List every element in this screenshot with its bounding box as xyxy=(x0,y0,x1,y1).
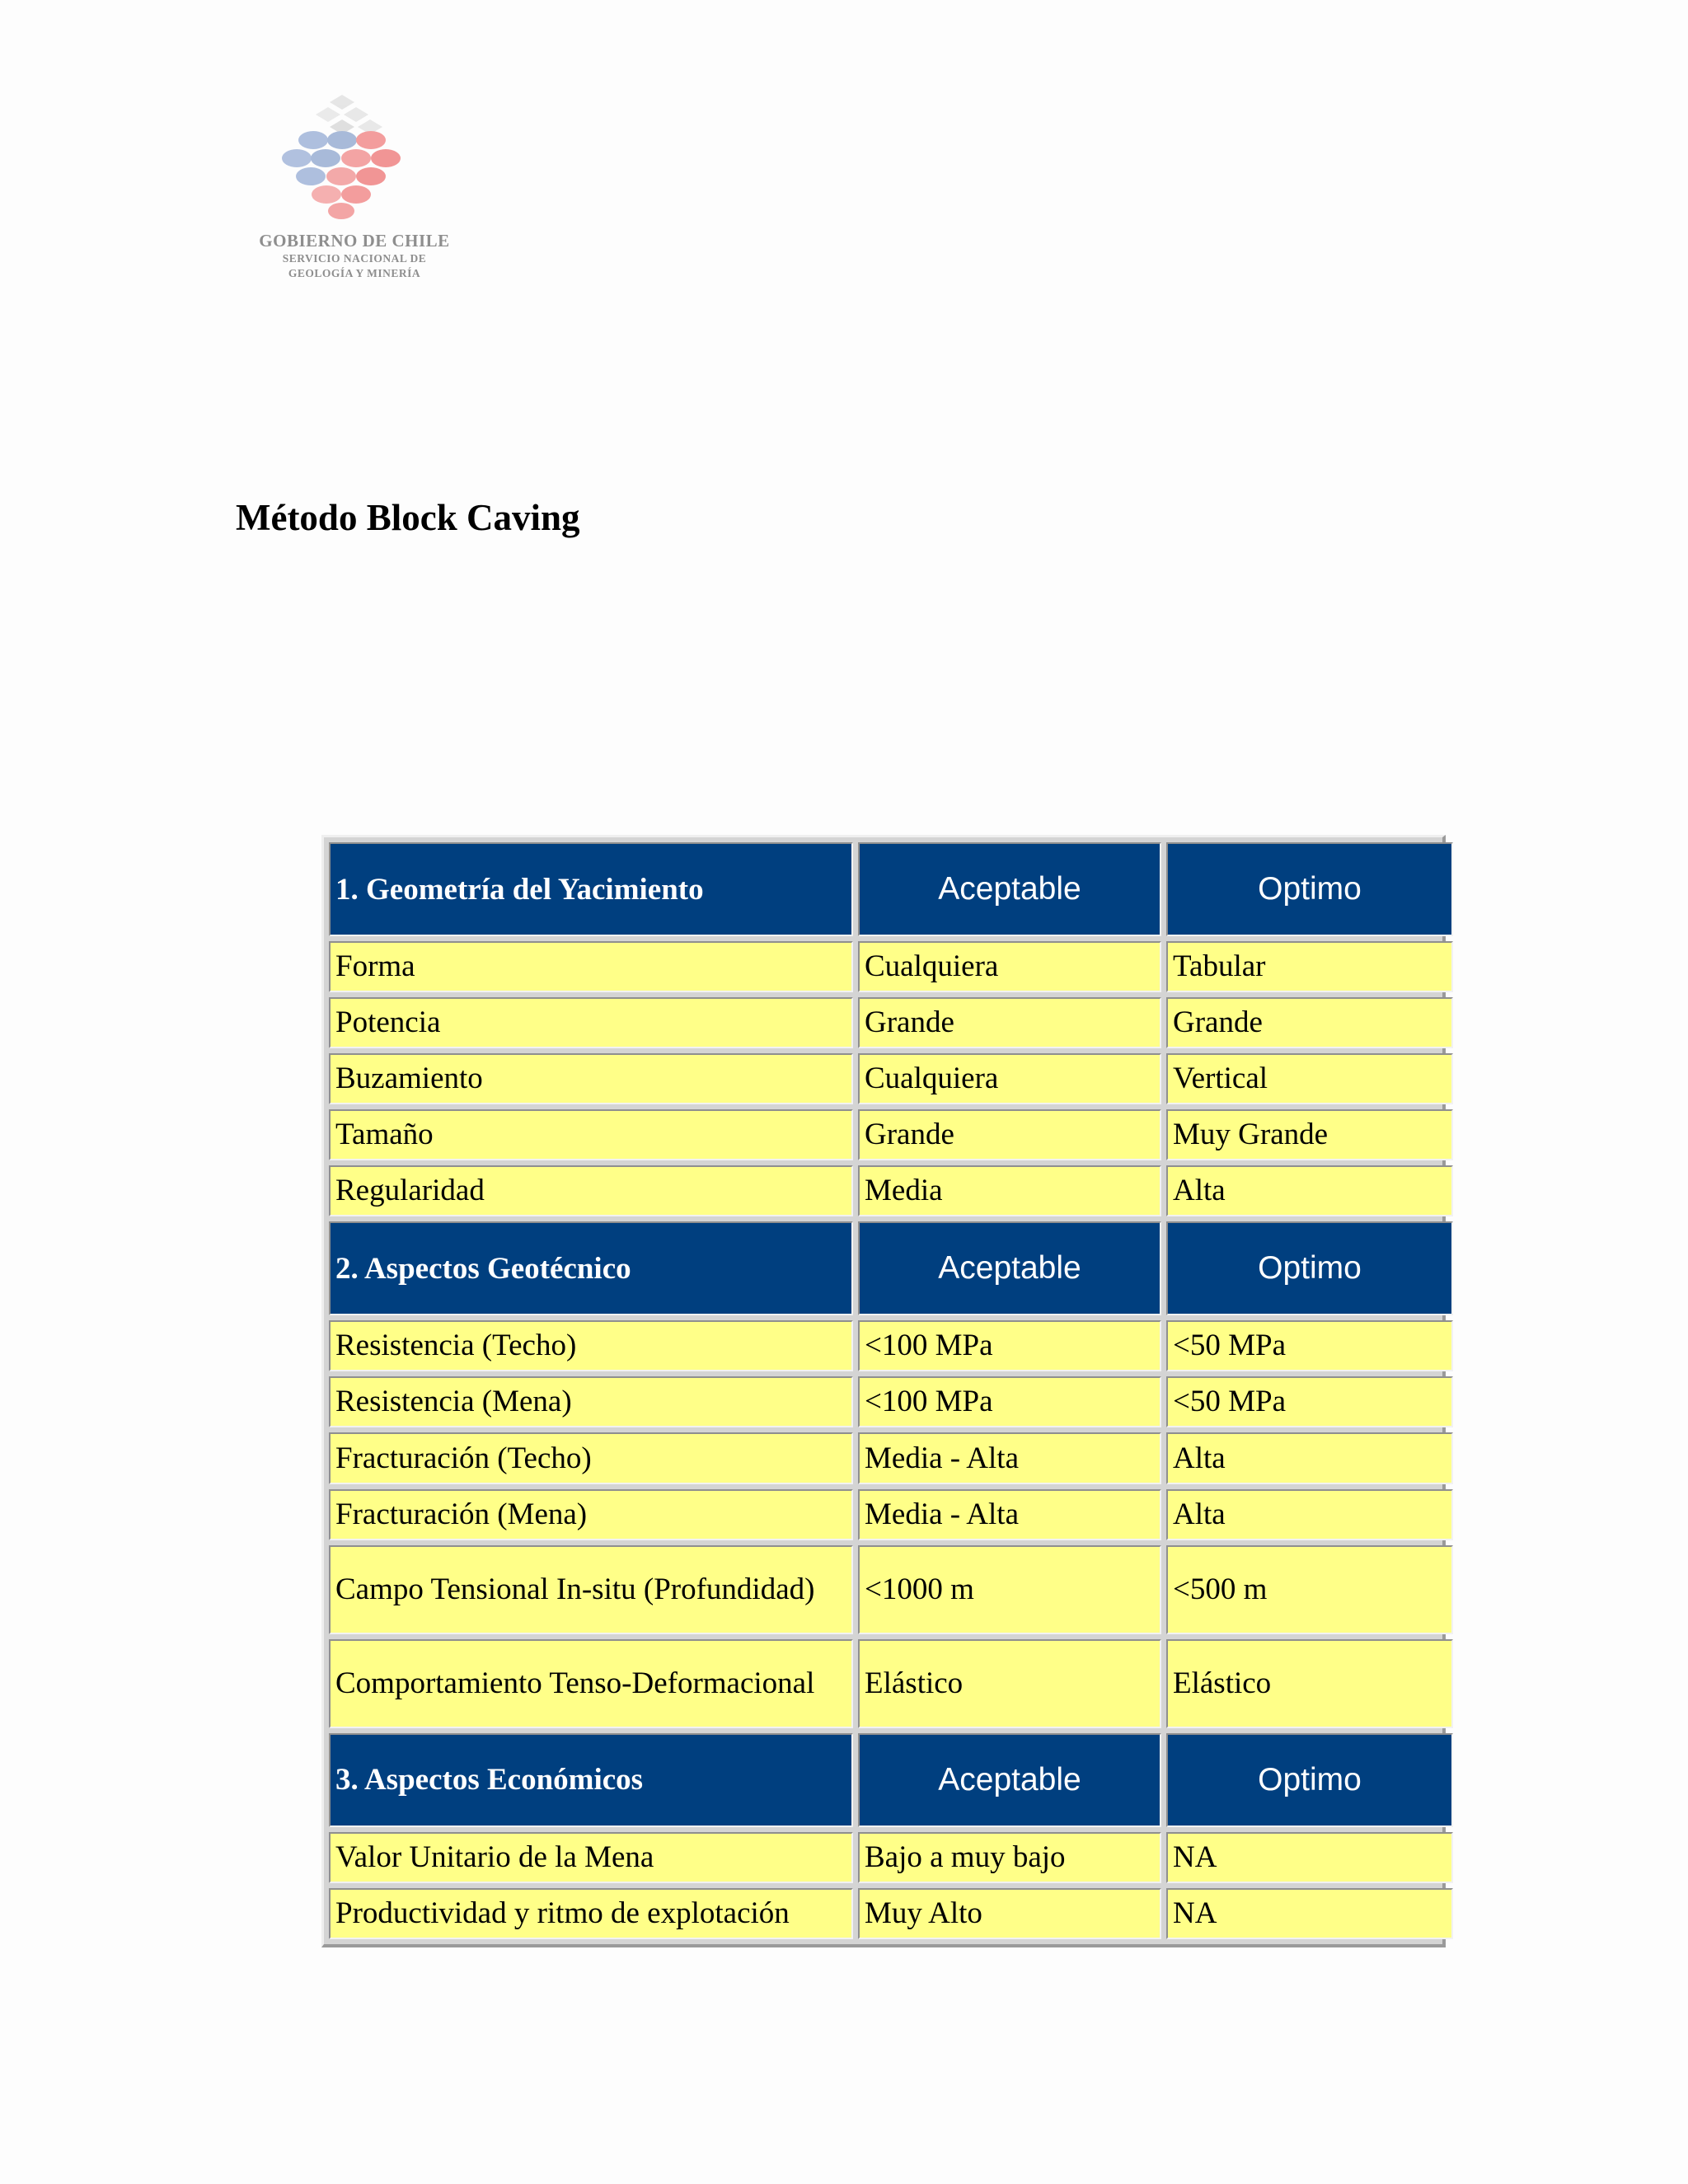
criterion-cell: Regularidad xyxy=(329,1165,853,1216)
aceptable-cell: <100 MPa xyxy=(858,1376,1161,1427)
column-heading-optimo: Optimo xyxy=(1166,842,1453,936)
aceptable-cell: <100 MPa xyxy=(858,1320,1161,1371)
section-heading: 2. Aspectos Geotécnico xyxy=(329,1221,853,1315)
criterion-cell: Productividad y ritmo de explotación xyxy=(329,1888,853,1939)
logo-text-servicio: SERVICIO NACIONAL DE xyxy=(282,252,427,265)
logo-text-geologia: GEOLOGÍA Y MINERÍA xyxy=(288,267,421,279)
section-heading: 3. Aspectos Económicos xyxy=(329,1733,853,1827)
criterion-cell: Campo Tensional In-situ (Profundidad) xyxy=(329,1545,853,1634)
optimo-cell: Vertical xyxy=(1166,1053,1453,1104)
aceptable-cell: Grande xyxy=(858,997,1161,1048)
criteria-table xyxy=(321,835,1446,1947)
table-row xyxy=(329,1888,1453,1939)
aceptable-cell: Bajo a muy bajo xyxy=(858,1832,1161,1883)
optimo-cell: <500 m xyxy=(1166,1545,1453,1634)
aceptable-cell: Media - Alta xyxy=(858,1489,1161,1540)
optimo-cell: NA xyxy=(1166,1832,1453,1883)
logo-text-gobierno: GOBIERNO DE CHILE xyxy=(259,231,450,251)
table-row xyxy=(329,1053,1453,1104)
aceptable-cell: Media xyxy=(858,1165,1161,1216)
page-title: Método Block Caving xyxy=(236,497,580,538)
criterion-cell: Resistencia (Mena) xyxy=(329,1376,853,1427)
optimo-cell: Alta xyxy=(1166,1165,1453,1216)
optimo-cell: <50 MPa xyxy=(1166,1376,1453,1427)
criterion-cell: Comportamiento Tenso-Deformacional xyxy=(329,1639,853,1728)
sernageomin-emblem-icon xyxy=(264,91,445,231)
optimo-cell: Elástico xyxy=(1166,1639,1453,1728)
optimo-cell: NA xyxy=(1166,1888,1453,1939)
column-heading-aceptable: Aceptable xyxy=(858,1733,1161,1827)
table-row xyxy=(329,941,1453,992)
aceptable-cell: Grande xyxy=(858,1109,1161,1160)
section-heading: 1. Geometría del Yacimiento xyxy=(329,842,853,936)
aceptable-cell: Muy Alto xyxy=(858,1888,1161,1939)
criterion-cell: Valor Unitario de la Mena xyxy=(329,1832,853,1883)
criterion-cell: Forma xyxy=(329,941,853,992)
criterion-cell: Resistencia (Techo) xyxy=(329,1320,853,1371)
gobierno-de-chile-logo xyxy=(235,91,474,288)
section-header-row xyxy=(329,1221,1453,1315)
aceptable-cell: Media - Alta xyxy=(858,1432,1161,1483)
column-heading-aceptable: Aceptable xyxy=(858,1221,1161,1315)
table-row xyxy=(329,1320,1453,1371)
optimo-cell: Grande xyxy=(1166,997,1453,1048)
aceptable-cell: Cualquiera xyxy=(858,941,1161,992)
optimo-cell: Alta xyxy=(1166,1432,1453,1483)
aceptable-cell: Cualquiera xyxy=(858,1053,1161,1104)
criterion-cell: Tamaño xyxy=(329,1109,853,1160)
aceptable-cell: <1000 m xyxy=(858,1545,1161,1634)
table-row xyxy=(329,1109,1453,1160)
optimo-cell: <50 MPa xyxy=(1166,1320,1453,1371)
section-header-row xyxy=(329,1733,1453,1827)
optimo-cell: Alta xyxy=(1166,1489,1453,1540)
column-heading-optimo: Optimo xyxy=(1166,1221,1453,1315)
table-row xyxy=(329,1165,1453,1216)
criterion-cell: Buzamiento xyxy=(329,1053,853,1104)
table-row xyxy=(329,1489,1453,1540)
table-row xyxy=(329,1432,1453,1483)
criterion-cell: Fracturación (Mena) xyxy=(329,1489,853,1540)
aceptable-cell: Elástico xyxy=(858,1639,1161,1728)
section-header-row xyxy=(329,842,1453,936)
optimo-cell: Tabular xyxy=(1166,941,1453,992)
table-row xyxy=(329,1376,1453,1427)
table-row xyxy=(329,997,1453,1048)
criterion-cell: Potencia xyxy=(329,997,853,1048)
table-row xyxy=(329,1639,1453,1728)
table-row xyxy=(329,1832,1453,1883)
column-heading-aceptable: Aceptable xyxy=(858,842,1161,936)
optimo-cell: Muy Grande xyxy=(1166,1109,1453,1160)
criterion-cell: Fracturación (Techo) xyxy=(329,1432,853,1483)
column-heading-optimo: Optimo xyxy=(1166,1733,1453,1827)
table-row xyxy=(329,1545,1453,1634)
